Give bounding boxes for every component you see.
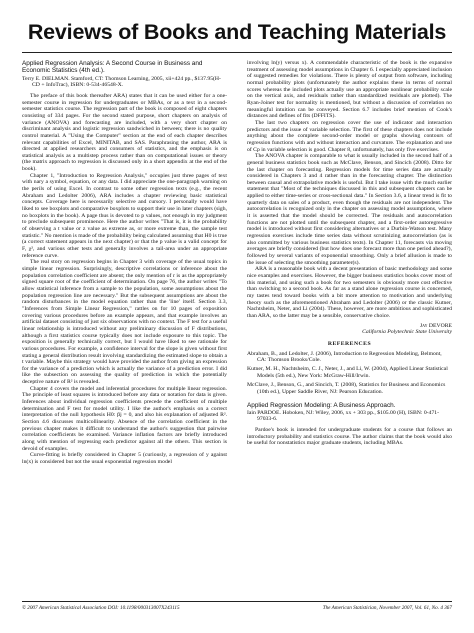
reference-item: Kutner, M. H., Nachtsheim, C. J., Neter, J., and Li, W. (2004), Applied Linear Statistical Models (5th ed.), New York: McGraw-Hill/Irwin. (247, 366, 448, 380)
header-rule (22, 52, 452, 53)
paragraph: The ANOVA chapter is comparable to what is usually included in the second half of a general business statistics book such as McClave, Benson, and Sincich (2008). Ditto for the last chapter on forecasting. Regression models for time series data are actually considered in Chapters 3 and 4 rather than in the forecasting chapter. The distinction between causal and extrapolative models is useful. But I take issue with the much earlier statement that "Most of the techniques discussed in this and subsequent chapters can be applied to either time-series or cross-sectional data." In Section 3.6, a linear trend is fit to quarterly data on sales of a product, even though the residuals are not independent. The autocorrelation is recognized only in the chapter on assessing model assumptions, where it is asserted that the model should be corrected. The residuals and autocorrelation functions are not plotted until the subsequent chapter, and a first-order autoregressive model is introduced without first considering alternatives or a Durbin-Watson test. Many regression exercises include time series data without scrutinizing autocorrelation (as is also committed by various business statistics texts). In Chapter 11, forecasts via moving averages are briefly considered (but how does one forecast more than one period ahead?), followed by several variants of exponential smoothing. Only a brief allusion is made to the issue of selecting the smoothing parameter(s). (247, 153, 452, 266)
review-title: Applied Regression Analysis: A Second Course in Business and Economic Statistics (4th ed.). (22, 60, 203, 75)
page-footer (22, 605, 452, 611)
references-heading: REFERENCES (327, 340, 372, 347)
right-column (247, 60, 452, 594)
left-column (22, 60, 227, 594)
paragraph: involving ln(y) versus x). A commendable characteristic of the book is the expansive treatment of assessing model assumptions in Chapter 6. I especially appreciated inclusion of suggested remedies for violations. There is plenty of output from software, including normal probability plots (unfortunately the author explains these in terms of normal scores whereas the included plots actually use an appropriate nonlinear probability scale on the vertical axis, and residuals rather than standardized residuals are plotted). The Ryan-Joiner test for normality is mentioned, but without a discussion of correlation no meaningful intuition can be conveyed. Section 6.7 includes brief mention of Cook's distances and defines of fits (DFFITS). (247, 60, 452, 120)
signature-affiliation: California Polytechnic State University (362, 329, 452, 336)
paragraph: The last two chapters on regression cover the use of indicator and interaction predictors and the issue of variable selection. The first of these chapters does not include anything about the complete second-order model or graphs showing contours of regression functions with and without interaction and curvature. The explanation and use of Cp in variable selection is good. Chapter 8, unfortunately, has only five exercises. (247, 119, 452, 153)
footer-left: © 2007 American Statistical Association DOI: 10.1198/000313007X243115 (22, 605, 180, 611)
review-meta: Terry E. DIELMAN. Stamford, CT: Thomson Learning, 2005, xii+424 pp., $137.95(H-CD + InfoTrac), ISBN: 0-534-46548-X. (22, 75, 221, 89)
signature (247, 323, 452, 336)
footer-right: The American Statistician, November 2007, Vol. 61, No. 4 367 (322, 605, 452, 611)
paragraph: The preface of this book thereafter ARA) states that it can be used either for a one-semester course in regression for undergraduates or MBAs, or as a text in a second-semester statistics course. The regression part of the book is composed of eight chapters consisting of 334 pages. For the second stated purpose, short chapters on analysis of variance (ANOVA) and forecasting are included, with a very short chapter on discriminant analysis and logistic regression sandwiched in between; there is no quality control material. A "Using the Computer" section at the end of each chapter describes relevant capabilities of Excel, MINITAB, and SAS. Paraphrasing the author, ARA is directed at applied researchers and consumers of statistics, and the emphasis is on statistical analysis as a multistep process rather than on computational issues or theory (the matrix approach to regression is discussed only in a short appendix at the end of the book). (22, 92, 227, 173)
paragraph: Chapter 4 covers the model and inferential procedures for multiple linear regression. The principle of least squares is introduced before any data or notation for data is given. Inferences about individual regression coefficients precede the coefficient of multiple determination and F test for model utility. I like the author's emphasis on a correct interpretation of the null hypothesis H0: βj = 0, and also his explanation of adjusted R². Section 4.6 discusses multicollinearity. Absence of the correlation coefficient in the previous chapter makes it difficult to understand the author's suggestion that pairwise correlation coefficients be examined. Variance inflation factors are briefly introduced along with mention of regressing each predictor against all the others. This section is devoid of examples. (22, 385, 227, 452)
footer-rule (22, 601, 452, 602)
page-title: Reviews of Books and Teaching Materials (27, 20, 447, 44)
paragraph: Curve-fitting is briefly considered in Chapter 5 (curiously, a regression of y against ln(x) is considered but not the usual exponential regression model (22, 452, 227, 465)
reference-item: Abraham, B., and Ledolter, J. (2006), Introduction to Regression Modeling, Belmont, CA: Thomson Brooks/Cole. (247, 350, 442, 364)
paragraph: ARA is a reasonable book with a decent presentation of basic methodology and some nice examples and exercises. However, the bigger business statistics books cover most of this material, and using such a book for two semesters is obviously more cost effective than switching to a second book. As far as a stand alone regression course is concerned, my tastes tend toward books with a bit more attention to motivation and underlying theory such as the aforementioned Abraham and Ledolter (2006) or the classic Kutner, Nachtsheim, Neter, and Li (2004). These, however, are more ambitious and sophisticated than ARA, so the latter may be a sensible, conservative choice. (247, 266, 452, 319)
paragraph: Chapter 1, "Introduction to Regression Analysis," occupies just three pages of text with nary a symbol, equation, or any data. I did appreciate the one-paragraph warning on the perils of using Excel. In contrast to some other regression texts (e.g., the recent Abraham and Ledolter 2006), ARA includes a chapter reviewing basic statistical concepts. Coverage here is necessarily selective and cursory. I personally would have liked to see boxplots and comparative boxplots to support their use in later chapters (sigh, no boxplots in the book). A page thus is devoted to p values, not enough in my judgment to preclude subsequent prominence. Here the author writes "That is, it is the probability of observing a t value or z value as extreme as, or more extreme than, the sample test statistic." No mention is made of the probability being calculated assuming that H0 is true (a correct statement appears in the next chapter) or that the p value is a valid concept for F, χ², and various other tests and generally involves a tail-area under an appropriate reference curve. (22, 172, 227, 259)
paragraph: The real story on regression begins in Chapter 3 with coverage of the usual topics in simple linear regression. Surprisingly, descriptive correlations or inference about the population correlation coefficient are absent; the only mention of r is as the appropriately signed square root of the coefficient of determination. On page 76, the author writes "To allow statistical inference from a sample to the population, some assumptions about the population regression line are necessary." But the subsequent assumptions are about the random disturbances in the model equation rather than the 'line' itself. Section 3.3, "Inferences from Simple Linear Regression," rattles on for 10 pages of exposition covering various procedures before an example appears, and that example involves an artificial dataset consisting of just six observations with no context. The F test for a useful linear relationship is introduced without any preliminary discussion of F distributions, although a first statistics course typically does not include exposure to this topic. The exposition is generally technically correct, but I would have liked to see rationale for various procedures. For example, a confidence interval for the slope is given without first stating a general distribution result involving standardizing the estimated slope to obtain a t variable. Maybe this strategy would have provided the author from giving an expression for the variance of a prediction which is actually the variance of a prediction error. I did like the subsection on assessing the quality of prediction in which the potentially deceptive nature of R² is revealed. (22, 259, 227, 386)
second-review (247, 402, 452, 448)
reference-item: McClave, J., Benson, G., and Sincich, T. (2008), Statistics for Business and Economics (10th ed.), Upper Saddle River, NJ: Pearson Education. (247, 382, 446, 395)
review-title: Applied Regression Modeling: A Business Approach. (247, 401, 396, 409)
paragraph: Pardoe's book is intended for undergraduate students for a course that follows an introductory probability and statistics course. The author claims that the book would also be useful for nonstatistics major graduate students, including MBAs. (247, 427, 452, 447)
signature-name: Jay DEVORE (419, 322, 452, 329)
review-meta: Iain PARDOE. Hoboken, NJ: Wiley, 2006, xx + 303 pp., $105.00 (H), ISBN: 0-471-97033-6. (247, 409, 440, 423)
